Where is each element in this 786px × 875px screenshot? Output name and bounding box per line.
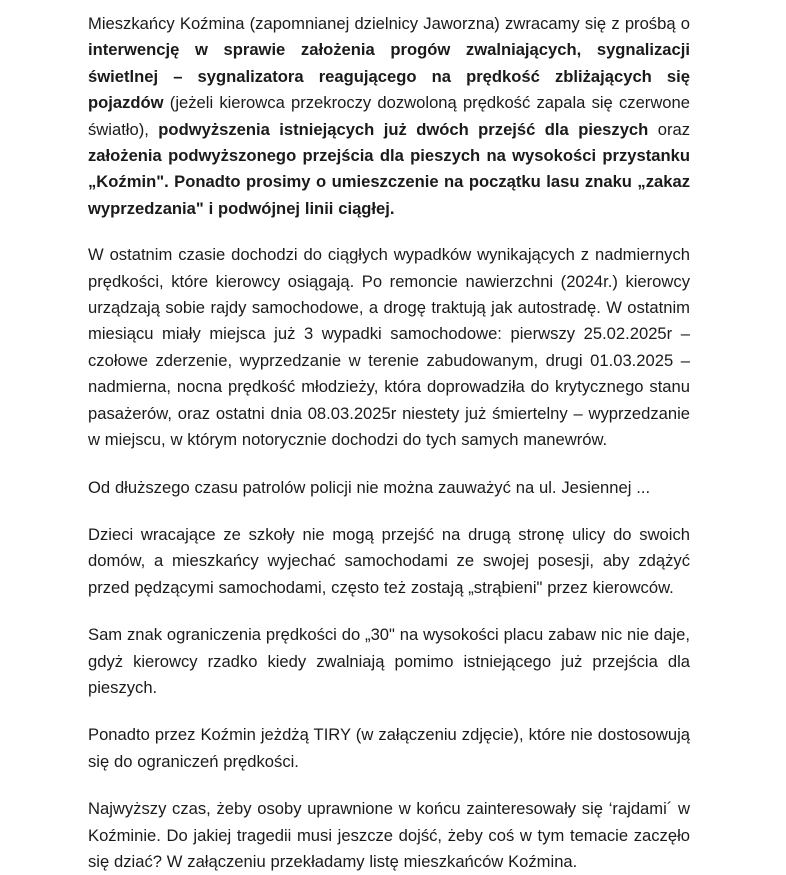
request-intro-text: Mieszkańcy Koźmina (zapomnianej dzielnicy Jaworzna) zwracamy się z prośbą o xyxy=(88,14,690,33)
request-red-light-text: (jeżeli kierowca przekroczy dozwoloną prędkość zapala się czerwone światło), xyxy=(88,93,690,139)
paragraph-children xyxy=(88,522,690,601)
paragraph-trucks xyxy=(88,722,690,775)
paragraph-speed-sign xyxy=(88,622,690,701)
request-signals-text: interwencję w sprawie założenia progów zwalniających, sygnalizacji świetlnej – sygnalizatora reagującego na prędkość zbliżających się pojazdów xyxy=(88,40,690,113)
accidents-text: W ostatnim czasie dochodzi do ciągłych wypadków wynikających z nadmiernych prędkości, które kierowcy osiągają. Po remoncie nawierzchni (2024r.) kierowcy urządzają sobie rajdy samochodowe, a drogę traktują jak autostradę. W ostatnim miesiącu miały miejsca już 3 wypadki samochodowe: pierwszy 25.02.2025r – czołowe zderzenie, wyprzedzanie w terenie zabudowanym, drugi 01.03.2025 – nadmierna, nocna prędkość młodzieży, która doprowadziła do krytycznego stanu pasażerów, oraz ostatni dnia 08.03.2025r niestety już śmiertelny – wyprzedzanie w miejscu, w którym notorycznie dochodzi do tych samych manewrów. xyxy=(88,245,690,450)
closing-text: Najwyższy czas, żeby osoby uprawnione w końcu zainteresowały się ‘rajdami´ w Koźminie. Do jakiej tragedii musi jeszcze dojść, żeby coś w tym temacie zaczęło się dziać? W załączeniu przekładamy listę mieszkańców Koźmina. xyxy=(88,799,690,871)
paragraph-closing xyxy=(88,796,690,875)
request-crossings-text: podwyższenia istniejących już dwóch przejść dla pieszych xyxy=(158,119,649,139)
speed-sign-text: Sam znak ograniczenia prędkości do „30" na wysokości placu zabaw nic nie daje, gdyż kierowcy rzadko kiedy zwalniają pomimo istniejącego już przejścia dla pieszych. xyxy=(88,625,690,697)
police-text: Od dłuższego czasu patrolów policji nie można zauważyć na ul. Jesiennej ... xyxy=(88,477,651,497)
children-text: Dzieci wracające ze szkoły nie mogą przejść na drugą stronę ulicy do swoich domów, a mieszkańcy wyjechać samochodami ze swojej posesji, aby zdążyć przed pędzącymi samochodami, często też zostają „strąbieni" przez kierowców. xyxy=(88,524,690,597)
paragraph-request xyxy=(88,11,690,222)
request-connector-text: oraz xyxy=(648,119,691,139)
paragraph-accidents xyxy=(88,242,690,453)
trucks-text: Ponadto przez Koźmin jeżdżą TIRY (w załączeniu zdjęcie), które nie dostosowują się do ograniczeń prędkości. xyxy=(88,725,690,771)
paragraph-police xyxy=(88,475,690,501)
request-raised-crossing-text: założenia podwyższonego przejścia dla pieszych na wysokości przystanku „Koźmin". Ponadto prosimy o umieszczenie na początku lasu znaku „zakaz wyprzedzania" i podwójnej linii ciągłej. xyxy=(88,146,690,218)
